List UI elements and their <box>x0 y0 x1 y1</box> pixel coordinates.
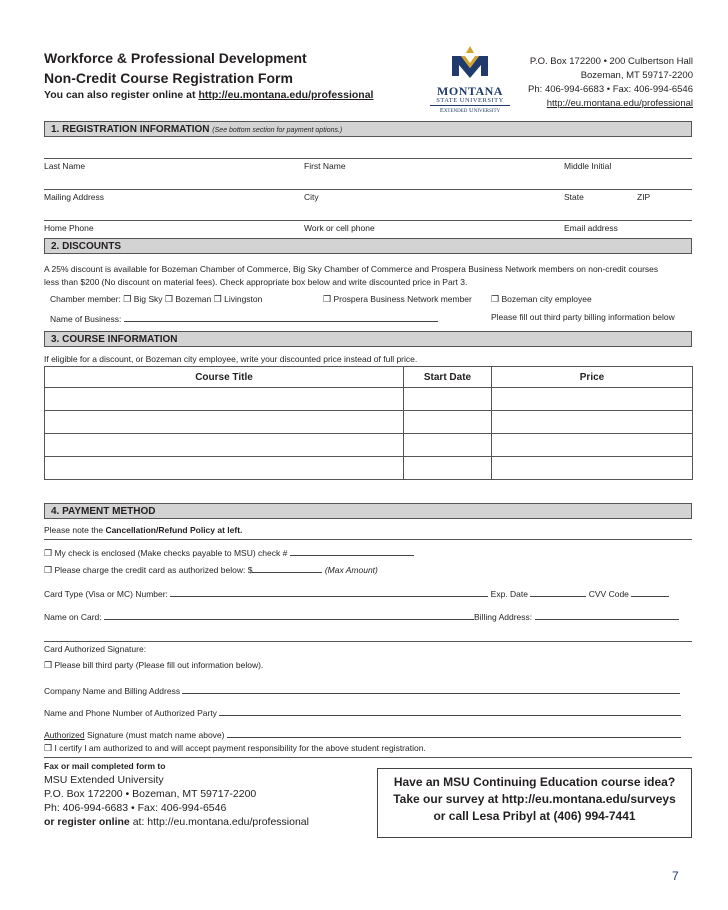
authorized-signature-label: Signature (must match name above) <box>84 730 225 740</box>
billing-address-input[interactable] <box>535 610 679 620</box>
col-start-date: Start Date <box>404 367 492 388</box>
refund-policy-note <box>44 525 242 535</box>
msu-m-logo-icon <box>430 46 510 80</box>
livingston-option: Livingston <box>224 294 263 304</box>
state-field[interactable]: State <box>564 192 584 202</box>
company-label: Company Name and Billing Address <box>44 686 181 696</box>
table-row <box>45 457 693 480</box>
check-enclosed-label: My check is enclosed (Make checks payable to MSU) check # <box>54 548 288 558</box>
course-title-cell[interactable] <box>45 457 404 480</box>
survey-line3: or call Lesa Pribyl at (406) 994-7441 <box>433 809 636 823</box>
course-title-cell[interactable] <box>45 411 404 434</box>
checkbox-icon[interactable]: ❒ <box>44 565 53 575</box>
checkbox-icon[interactable]: ❒ <box>323 294 332 304</box>
certify-rule <box>44 757 692 758</box>
course-title-cell[interactable] <box>45 434 404 457</box>
card-signature-field[interactable]: Card Authorized Signature: <box>44 644 147 654</box>
zip-field[interactable]: ZIP <box>637 192 651 202</box>
exp-date-label: Exp. Date <box>490 589 528 599</box>
footer-addr: P.O. Box 172200 • Bozeman, MT 59717-2200 <box>44 788 257 800</box>
section3-header <box>44 331 692 347</box>
row2-rule <box>44 189 692 190</box>
check-enclosed-row <box>44 546 414 559</box>
price-cell[interactable] <box>492 434 693 457</box>
address-line3: Ph: 406-994-6683 • Fax: 406-994-6546 <box>528 84 693 95</box>
course-title-cell[interactable] <box>45 388 404 411</box>
business-name-label: Name of Business: <box>50 314 122 324</box>
survey-line1: Have an MSU Continuing Education course idea? <box>393 775 676 789</box>
row1-rule <box>44 158 692 159</box>
section2-title: 2. DISCOUNTS <box>51 241 122 252</box>
start-date-cell[interactable] <box>404 434 492 457</box>
section1-title: 1. REGISTRATION INFORMATION <box>51 124 210 135</box>
policy-prefix: Please note the <box>44 525 106 535</box>
max-amount-label: (Max Amount) <box>324 565 378 575</box>
billing-address-label: Billing Address: <box>474 612 533 622</box>
logo-state-university-text: STATE UNIVERSITY <box>430 97 510 106</box>
certify-label: I certify I am authorized to and will accept payment responsibility for the above student registration. <box>54 743 426 753</box>
authorized-party-input[interactable] <box>219 706 681 716</box>
form-title-line1: Workforce & Professional Development <box>44 50 307 66</box>
price-cell[interactable] <box>492 388 693 411</box>
authorized-underlined: Authorized <box>44 730 85 740</box>
check-number-input[interactable] <box>290 546 414 556</box>
signature-rule <box>44 641 692 642</box>
business-name-row <box>50 312 438 324</box>
discount-desc-line1: A 25% discount is available for Bozeman Chamber of Commerce, Big Sky Chamber of Commerce and Prospera Business Network members on non-credit courses <box>44 264 659 274</box>
work-phone-field[interactable]: Work or cell phone <box>304 223 375 233</box>
name-on-card-label: Name on Card: <box>44 612 102 622</box>
home-phone-field[interactable]: Home Phone <box>44 223 94 233</box>
course-table <box>44 366 693 480</box>
checkbox-icon[interactable]: ❒ <box>491 294 500 304</box>
max-amount-input[interactable] <box>252 563 322 573</box>
page-number: 7 <box>672 869 679 883</box>
big-sky-option: Big Sky <box>133 294 163 304</box>
authorized-signature-input[interactable] <box>227 728 681 738</box>
checkbox-icon[interactable]: ❒ <box>44 660 53 670</box>
register-online-link[interactable]: http://eu.montana.edu/professional <box>198 89 374 101</box>
section4-title: 4. PAYMENT METHOD <box>51 506 156 517</box>
charge-card-label: Please charge the credit card as authorized below: $ <box>54 565 253 575</box>
email-field[interactable]: Email address <box>564 223 618 233</box>
authorized-signature-row <box>44 728 692 740</box>
register-online-line <box>44 89 373 101</box>
section1-header <box>44 121 692 137</box>
footer-address <box>44 773 309 829</box>
course-info-desc: If eligible for a discount, or Bozeman city employee, write your discounted price instead of full price. <box>44 354 418 364</box>
prospera-option: Prospera Business Network member <box>333 294 472 304</box>
charge-card-row <box>44 563 378 576</box>
business-name-input[interactable] <box>124 312 438 322</box>
address-line2: Bozeman, MT 59717-2200 <box>580 70 693 81</box>
name-on-card-input[interactable] <box>104 610 474 620</box>
footer-online-link[interactable]: at: http://eu.montana.edu/professional <box>129 816 309 828</box>
checkbox-icon[interactable]: ❒ <box>44 548 53 558</box>
company-row <box>44 684 692 696</box>
card-number-row <box>44 587 692 599</box>
bill-third-party-row <box>44 660 263 671</box>
third-party-note: Please fill out third party billing information below <box>491 312 675 322</box>
authorized-party-row <box>44 706 692 718</box>
city-field[interactable]: City <box>304 192 319 202</box>
header-address <box>528 55 693 111</box>
section2-header <box>44 238 692 254</box>
address-line1: P.O. Box 172200 • 200 Culbertson Hall <box>529 56 693 67</box>
section4-header <box>44 503 692 519</box>
policy-rule <box>44 539 692 540</box>
register-online-prefix: You can also register online at <box>44 89 199 101</box>
city-employee-row <box>491 294 592 305</box>
col-course-title: Course Title <box>45 367 404 388</box>
start-date-cell[interactable] <box>404 388 492 411</box>
address-website-link[interactable]: http://eu.montana.edu/professional <box>546 98 693 109</box>
city-employee-option: Bozeman city employee <box>501 294 592 304</box>
last-name-field[interactable]: Last Name <box>44 161 86 171</box>
checkbox-icon[interactable]: ❒ <box>44 743 53 753</box>
logo-extended-university-text: Extended University <box>439 107 501 114</box>
checkbox-icon[interactable]: ❒ <box>213 294 222 304</box>
certify-row <box>44 743 426 754</box>
discount-desc-line2: less than $200 (No discount on material fees). Check appropriate box below and write discounted price in Part 3. <box>44 277 468 287</box>
price-cell[interactable] <box>492 457 693 480</box>
card-type-label: Card Type (Visa or MC) Number: <box>44 589 168 599</box>
col-price: Price <box>492 367 693 388</box>
cvv-input[interactable] <box>631 587 669 597</box>
company-input[interactable] <box>182 684 680 694</box>
logo-montana-text: MONTANA <box>437 84 503 98</box>
table-row <box>45 434 693 457</box>
start-date-cell[interactable] <box>404 411 492 434</box>
card-number-input[interactable] <box>170 587 488 597</box>
chamber-member-row <box>50 294 262 305</box>
survey-box <box>377 768 692 838</box>
name-on-card-row <box>44 610 692 622</box>
chamber-member-label: Chamber member: <box>50 294 121 304</box>
footer-phone: Ph: 406-994-6683 • Fax: 406-994-6546 <box>44 802 227 814</box>
fax-mail-label: Fax or mail completed form to <box>44 761 166 771</box>
bozeman-option: Bozeman <box>175 294 212 304</box>
middle-initial-field[interactable]: Middle Initial <box>564 161 612 171</box>
footer-org: MSU Extended University <box>44 774 164 786</box>
table-row <box>45 388 693 411</box>
survey-line2: Take our survey at http://eu.montana.edu/surveys <box>393 792 676 806</box>
section3-title: 3. COURSE INFORMATION <box>51 334 178 345</box>
mailing-address-field[interactable]: Mailing Address <box>44 192 105 202</box>
prospera-option-row <box>323 294 472 305</box>
first-name-field[interactable]: First Name <box>304 161 346 171</box>
authorized-party-label: Name and Phone Number of Authorized Party <box>44 708 217 718</box>
price-cell[interactable] <box>492 411 693 434</box>
bill-third-party-label: Please bill third party (Please fill out information below). <box>54 660 264 670</box>
table-row <box>45 411 693 434</box>
footer-online-bold: or register online <box>44 816 130 828</box>
section1-note: (See bottom section for payment options.) <box>212 127 343 134</box>
msu-logo <box>430 46 510 116</box>
cvv-label: CVV Code <box>588 589 629 599</box>
checkbox-icon[interactable]: ❒ <box>164 294 173 304</box>
start-date-cell[interactable] <box>404 457 492 480</box>
form-title-line2: Non-Credit Course Registration Form <box>44 70 293 86</box>
policy-bold: Cancellation/Refund Policy at left. <box>105 525 243 535</box>
course-table-header <box>45 367 693 388</box>
row3-rule <box>44 220 692 221</box>
checkbox-icon[interactable]: ❒ <box>123 294 132 304</box>
exp-date-input[interactable] <box>530 587 586 597</box>
